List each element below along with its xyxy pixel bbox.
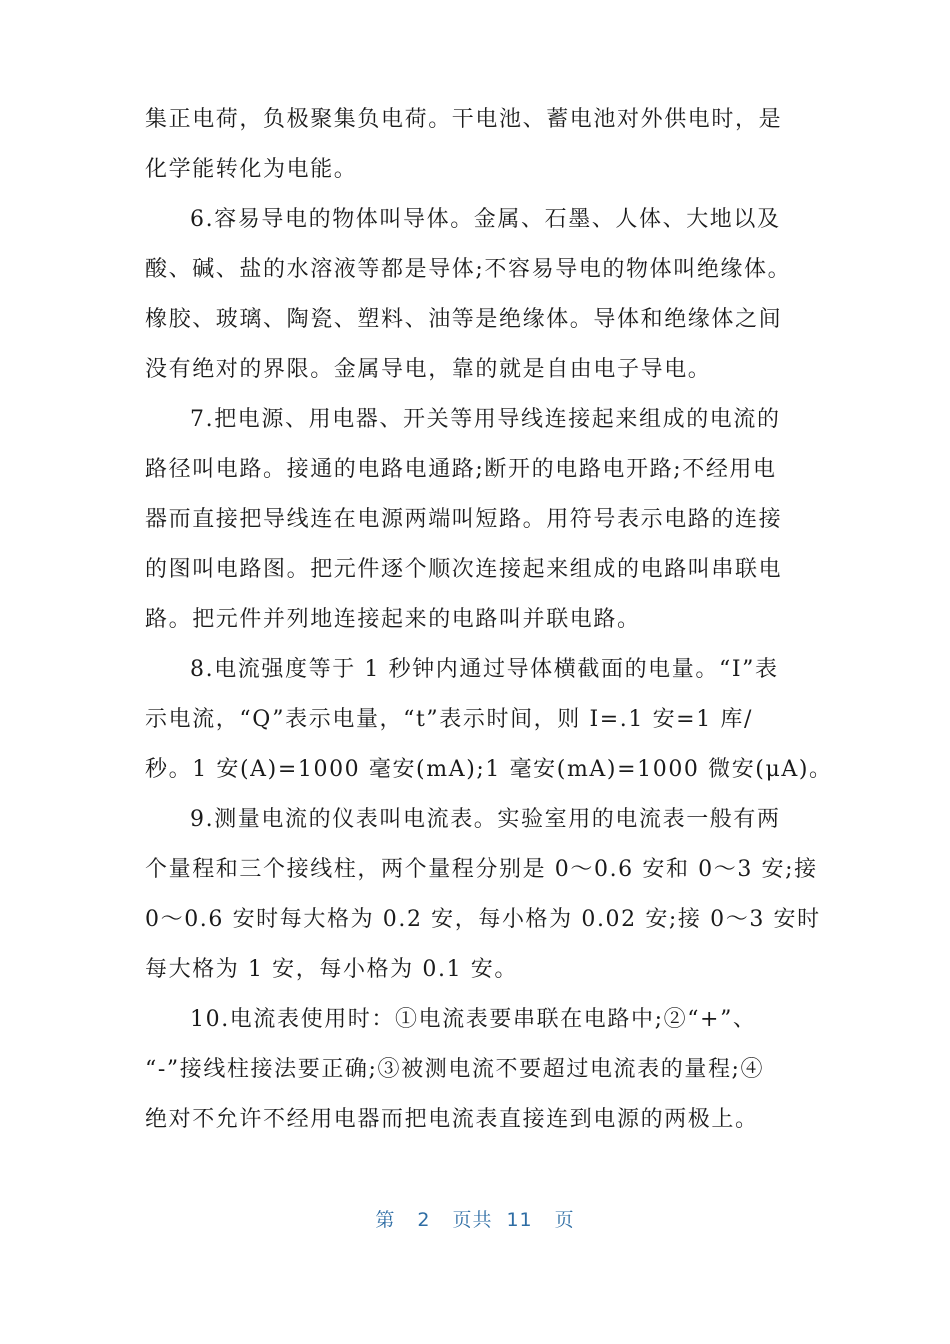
paragraph-9-start: 9.测量电流的仪表叫电流表。实验室用的电流表一般有两 [190,807,781,832]
text-line: 橡胶、玻璃、陶瓷、塑料、油等是绝缘体。导体和绝缘体之间 [145,307,783,332]
text-line: 绝对不允许不经用电器而把电流表直接连到电源的两极上。 [145,1107,759,1132]
text-line: 化学能转化为电能。 [145,157,358,182]
paragraph-10-start: 10.电流表使用时：①电流表要串联在电路中;②“+”、 [190,1007,757,1032]
text-line: 每大格为 1 安，每小格为 0.1 安。 [145,957,518,982]
page-footer [0,1200,950,1240]
footer-middle: 页共 [452,1209,493,1231]
text-line: 没有绝对的界限。金属导电，靠的就是自由电子导电。 [145,357,712,382]
text-line: “-”接线柱接法要正确;③被测电流不要超过电流表的量程;④ [145,1057,765,1082]
footer-suffix: 页 [554,1209,575,1231]
text-line: 集正电荷，负极聚集负电荷。干电池、蓄电池对外供电时，是 [145,107,783,132]
footer-prefix: 第 [375,1209,396,1231]
text-line: 示电流，“Q”表示电量，“t”表示时间，则 I=.1 安=1 库/ [145,707,754,732]
text-line: 器而直接把导线连在电源两端叫短路。用符号表示电路的连接 [145,507,783,532]
paragraph-7-start: 7.把电源、用电器、开关等用导线连接起来组成的电流的 [190,407,781,432]
text-line: 路径叫电路。接通的电路电通路;断开的电路电开路;不经用电 [145,457,777,482]
text-line: 个量程和三个接线柱，两个量程分别是 0～0.6 安和 0～3 安;接 [145,857,818,882]
text-line: 秒。1 安(A)=1000 毫安(mA);1 毫安(mA)=1000 微安(μA)。 [145,757,833,782]
text-line: 酸、碱、盐的水溶液等都是导体;不容易导电的物体叫绝缘体。 [145,257,792,282]
total-page-count: 11 [506,1209,533,1231]
paragraph-6-start: 6.容易导电的物体叫导体。金属、石墨、人体、大地以及 [190,207,781,232]
text-line: 路。把元件并列地连接起来的电路叫并联电路。 [145,607,641,632]
current-page-number: 2 [417,1209,431,1231]
text-line: 0～0.6 安时每大格为 0.2 安，每小格为 0.02 安;接 0～3 安时 [145,907,821,932]
text-line: 的图叫电路图。把元件逐个顺次连接起来组成的电路叫串联电 [145,557,783,582]
paragraph-8-start: 8.电流强度等于 1 秒钟内通过导体横截面的电量。“I”表 [190,657,779,682]
